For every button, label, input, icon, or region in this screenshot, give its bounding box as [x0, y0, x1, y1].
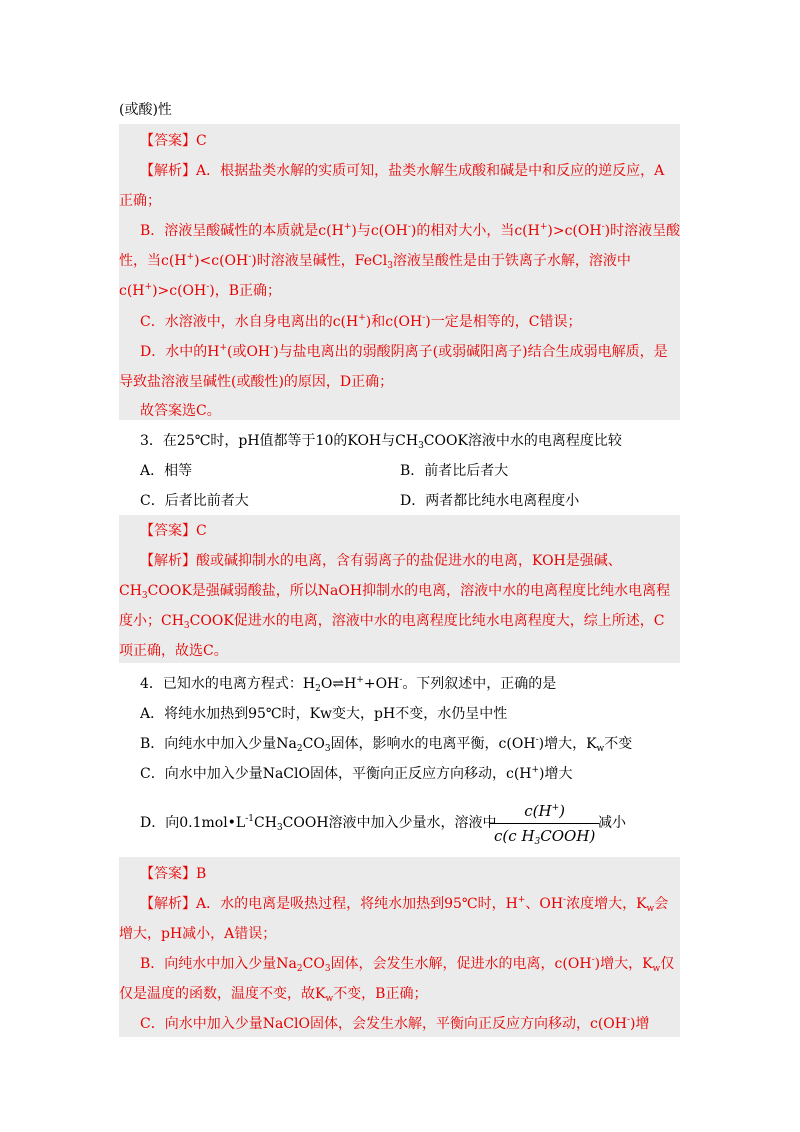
text-run: A．将纯水加热到95℃时，Kw变大，pH不变，水仍呈中性: [140, 706, 508, 722]
text-run: 2: [296, 964, 303, 974]
text-run: -: [206, 282, 210, 292]
text-run: B．向纯水中加入少量Na: [140, 736, 297, 752]
explanation-line: [140, 222, 680, 240]
text-run: c(H: [119, 283, 145, 299]
text-run: )>c(OH: [152, 283, 207, 299]
text-run: w: [646, 904, 655, 914]
option-b: [400, 462, 508, 480]
text-run: B．前者比后者大: [400, 463, 509, 479]
text-run: COOK溶液中水的电离程度比较: [423, 433, 622, 449]
text-run: +: [539, 222, 548, 232]
text-run: )的相对大小，当c(H: [410, 223, 540, 239]
text-run: 2: [296, 744, 303, 754]
answer-label: [140, 132, 207, 150]
text-run: 3: [324, 744, 331, 754]
text-run: +: [551, 803, 560, 813]
text-run: 仅是温度的函数，温度不变，故K: [119, 986, 326, 1002]
text-run: H: [344, 676, 357, 692]
explanation-line: [119, 582, 670, 600]
text-run: 2: [315, 684, 321, 694]
text-run: w: [325, 994, 334, 1004]
explanation-line: [140, 313, 581, 331]
option-d-tail: [598, 814, 626, 832]
equilibrium-arrow-icon: ⇌: [332, 676, 345, 692]
text-run: 3: [141, 591, 148, 601]
text-run: 3: [387, 261, 393, 271]
text-run: 会: [654, 896, 669, 912]
text-run: 3．在25℃时，pH值都等于10的KOH与CH: [140, 433, 419, 449]
text-run: 正确；: [119, 193, 161, 209]
explanation-line: [119, 642, 228, 660]
text-run: D．向0.1mol•L: [140, 815, 246, 831]
text-run: 不变，B正确；: [333, 986, 428, 1002]
text-run: COOH溶液中加入少量水，溶液中: [282, 815, 497, 831]
text-run: +: [144, 282, 153, 292]
text-run: -: [407, 222, 411, 232]
explanation-line: [119, 612, 665, 630]
text-run: C．向水中加入少量NaClO固体，平衡向正反应方向移动，c(H: [140, 766, 532, 782]
text-run: -: [591, 955, 595, 965]
text-run: c: [508, 827, 517, 845]
text-run: )>c(OH: [547, 223, 602, 239]
text-run: 固体，影响水的电离平衡，c(OH: [330, 736, 536, 752]
explanation-line: [140, 162, 664, 180]
text-run: -: [601, 222, 605, 232]
text-run: +: [517, 895, 526, 905]
text-run: CO: [302, 736, 325, 752]
text-run: 【答案】C: [140, 523, 207, 539]
text-run: C．水溶液中，水自身电离出的c(H: [140, 314, 359, 330]
text-run: 溶液呈酸性是由于铁离子水解，溶液中: [392, 253, 631, 269]
explanation-line: [119, 985, 427, 1003]
text-run: (: [502, 827, 509, 845]
text-run: )一定是相等的，C错误；: [425, 314, 582, 330]
explanation-line: [140, 1015, 649, 1033]
explanation-line: [140, 343, 668, 361]
option-c: [140, 492, 249, 510]
explanation-line: [119, 252, 631, 270]
text-run: -1: [245, 814, 255, 824]
text-run: -: [626, 1015, 631, 1025]
question-4-stem: [140, 675, 556, 693]
text-run: B．向纯水中加入少量Na: [140, 956, 297, 972]
question-3-stem: [140, 432, 622, 450]
text-run: H: [521, 827, 535, 845]
text-run: )<c(OH: [194, 253, 249, 269]
text-run: 导致盐溶液呈碱性(或酸性)的原因，D正确；: [119, 374, 394, 390]
explanation-line: [119, 192, 161, 210]
text-run: (: [532, 802, 539, 820]
text-run: ): [589, 827, 596, 845]
text-run: -: [248, 252, 252, 262]
text-run: 【解析】酸或碱抑制水的电离，含有弱离子的盐促进水的电离，KOH是强碱、: [140, 553, 622, 569]
text-run: COOK是强碱弱酸盐，所以NaOH抑制水的电离，溶液中水的电离程度比纯水电离程: [147, 583, 671, 599]
text-run: 3: [276, 823, 283, 833]
text-run: 度小；CH: [119, 613, 184, 629]
option-a: [140, 705, 507, 723]
text-run: 。下列叙述中，正确的是: [402, 676, 557, 692]
text-run: CO: [302, 956, 325, 972]
text-run: w: [652, 964, 661, 974]
text-run: )，B正确；: [209, 283, 282, 299]
text-run: -: [270, 343, 274, 353]
text-run: C．后者比前者大: [140, 493, 249, 509]
text-run: 【答案】C: [140, 133, 207, 149]
text-run: c: [494, 827, 503, 845]
text-run: w: [596, 744, 605, 754]
text-run: -: [399, 675, 403, 685]
text-run: 【解析】A．水的电离是吸热过程，将纯水加热到95℃时，H: [140, 896, 518, 912]
text-run: )增大，K: [538, 736, 597, 752]
text-run: 、OH: [525, 896, 564, 912]
text-run: )时溶液呈碱性，FeCl: [251, 253, 388, 269]
text-run: 固体，会发生水解，促进水的电离，c(OH: [330, 956, 592, 972]
text-run: 减小: [598, 815, 626, 831]
text-run: H: [538, 802, 552, 820]
text-run: 浓度增大，K: [566, 896, 647, 912]
text-run: 3: [418, 441, 424, 451]
text-run: COOH: [540, 827, 590, 845]
text-run: c: [524, 802, 533, 820]
text-run: D．水中的H: [140, 344, 220, 360]
text-run: O: [320, 676, 333, 692]
option-b: [140, 735, 632, 753]
text-run: ): [559, 802, 566, 820]
text-run: -: [422, 313, 426, 323]
explanation-line: [140, 895, 668, 913]
text-run: CH: [119, 583, 142, 599]
text-run: -: [563, 895, 567, 905]
answer-label: [140, 865, 206, 883]
text-run: (或OH: [226, 344, 271, 360]
text-run: 3: [534, 837, 541, 847]
text-run: 3: [183, 621, 190, 631]
text-run: A．相等: [140, 463, 193, 479]
text-run: C．向水中加入少量NaClO固体，会发生水解，平衡向正反应方向移动，c(OH: [140, 1016, 627, 1032]
answer-label: [140, 522, 207, 540]
option-c: [140, 765, 573, 783]
text-run: 不变: [604, 736, 633, 752]
explanation-line: [119, 925, 276, 943]
text-run: 【答案】B: [140, 866, 207, 882]
option-a: [140, 462, 192, 480]
text-run: B．溶液呈酸碱性的本质就是c(H: [140, 223, 344, 239]
option-d: [140, 814, 497, 832]
text-run: )与盐电离出的弱酸阴离子(或弱碱阳离子)结合生成弱电解质，是: [273, 344, 668, 360]
text-run: )与c(OH: [351, 223, 408, 239]
text-run: +: [343, 222, 352, 232]
text-run: CH: [254, 815, 277, 831]
text-run: 4．已知水的电离方程式：H: [140, 676, 316, 692]
explanation-line: [119, 282, 281, 300]
text-line: [119, 101, 172, 119]
concentration-ratio-fraction: [490, 802, 599, 845]
text-run: 项正确，故选C。: [119, 643, 228, 659]
text-run: +: [356, 675, 364, 685]
fraction-denominator: [490, 823, 599, 845]
text-run: 故答案选C。: [140, 403, 221, 419]
option-d: [400, 492, 579, 510]
explanation-line: [140, 552, 622, 570]
text-run: 增大，pH减小，A错误；: [119, 926, 277, 942]
text-run: )时溶液呈酸: [604, 223, 681, 239]
text-run: COOK促进水的电离，溶液中水的电离程度比纯水电离程度大，综上所述，C: [189, 613, 665, 629]
answer-block-q4: [119, 857, 680, 1037]
text-run: 3: [324, 964, 331, 974]
fraction-numerator: [490, 802, 599, 823]
text-run: )和c(OH: [365, 314, 423, 330]
text-run: (或酸)性: [119, 102, 172, 118]
text-run: D．两者都比纯水电离程度小: [400, 493, 580, 509]
text-run: +: [531, 765, 540, 775]
text-run: 仅: [660, 956, 675, 972]
text-run: +OH: [363, 676, 400, 692]
text-run: +: [219, 343, 227, 353]
explanation-line: [140, 402, 221, 420]
text-run: )增: [630, 1016, 650, 1032]
explanation-line: [119, 373, 393, 391]
text-run: -: [535, 735, 539, 745]
text-run: 性，当c(H: [119, 253, 187, 269]
text-run: )增大，K: [594, 956, 653, 972]
text-run: +: [186, 252, 195, 262]
text-run: 【解析】A．根据盐类水解的实质可知，盐类水解生成酸和碱是中和反应的逆反应，A: [140, 163, 665, 179]
text-run: +: [358, 313, 366, 323]
explanation-line: [140, 955, 674, 973]
text-run: )增大: [539, 766, 573, 782]
